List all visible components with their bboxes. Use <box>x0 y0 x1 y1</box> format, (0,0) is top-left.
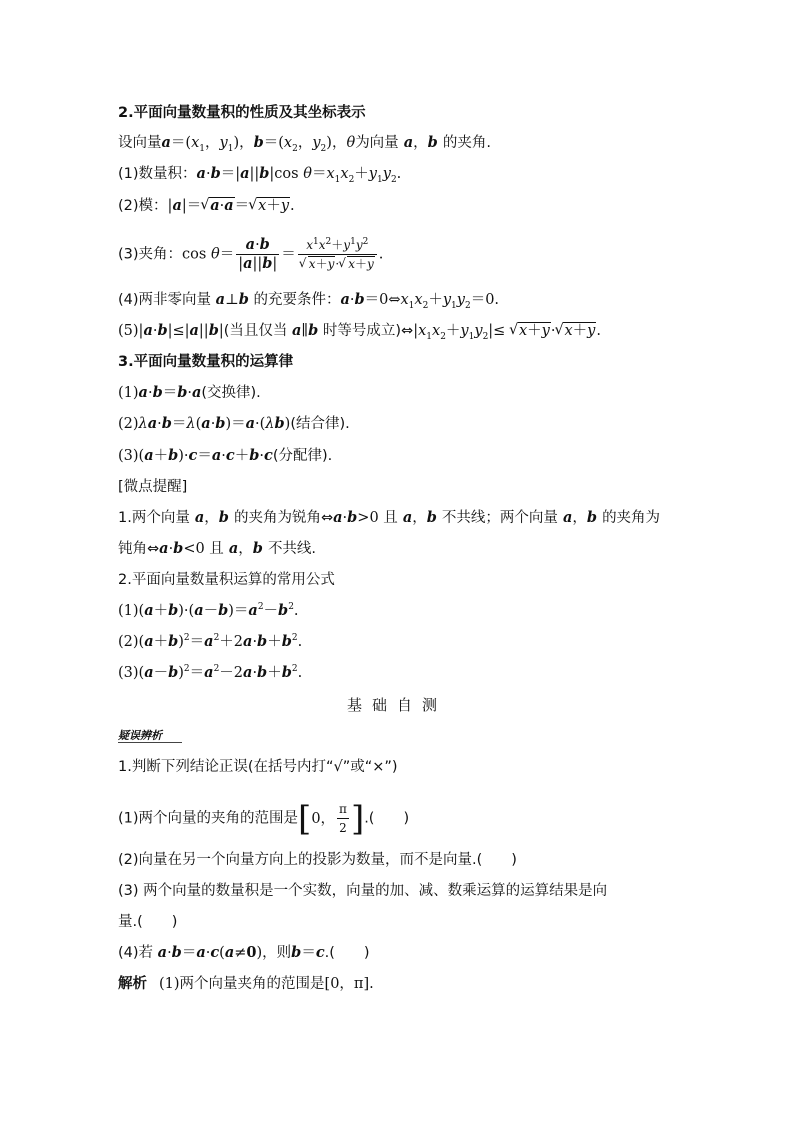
question-1-1: (1)两个向量的夹角的范围是[0， $\frac{\pi}{2}$ ].( ) <box>118 798 410 839</box>
formula-2: $(2)(a+b)^2=a^2+2a\cdot b+b^2$. <box>118 633 303 650</box>
error-analysis-tag: 疑误辨析 <box>118 729 162 742</box>
law-associative: (2)λa·b＝λ(a·b)＝a·(λb)(结合律). <box>118 415 350 432</box>
property-dot-product: (1)数量积：a·b＝|a||b|cos $\theta=x_1x_2+y_1y_2$. <box>118 165 402 185</box>
formula-3: $(3)(a-b)^2=a^2-2a\cdot b+b^2$. <box>118 664 303 681</box>
explanation-label: 解析 <box>118 976 147 992</box>
definition-line: 设向量$a=(x_1$，$y_1$)，$b=(x_2$，$y_2$)，θ为向量 a，b 的夹角. <box>118 134 491 154</box>
angle-fraction-2: $x^1x^2+y^1y^2$ √ x＋y·√ x＋y <box>298 236 377 273</box>
section-heading-2: 2.平面向量数量积的性质及其坐标表示 <box>118 105 366 121</box>
question-1-3-line-1: (3) 两个向量的数量积是一个实数，向量的加、减、数乘运算的运算结果是向 <box>118 883 608 899</box>
question-1: 1.判断下列结论正误(在括号内打“√”或“×”) <box>118 759 398 775</box>
property-angle: (3)夹角：cos θ＝ $\frac{a\cdot b}{|a||b|}$ ＝ $x^1x^2+y^1y^2$ √ x＋y·√ x＋y . <box>118 236 383 273</box>
property-perpendicular: (4)两非零向量 a⊥b 的充要条件：$a\cdot b=0\Leftrightarrow x_1x_2+y_1y_2=0$. <box>118 291 500 311</box>
law-distributive: (3)(a＋b)·c＝a·c＋b·c(分配律). <box>118 447 333 464</box>
tip-2-heading: 2.平面向量数量积运算的常用公式 <box>118 572 335 588</box>
tips-heading: [微点提醒] <box>118 479 188 495</box>
angle-fraction-1: $\frac{a\cdot b}{|a||b|}$ <box>238 236 278 272</box>
property-modulus: (2)模：|a|＝√ a·a＝√ x＋y. <box>118 196 295 216</box>
section-heading-3: 3.平面向量数量积的运算律 <box>118 354 294 370</box>
law-commutative: (1)a·b＝b·a(交换律). <box>118 384 261 401</box>
tag-underline <box>118 742 182 743</box>
property-inequality: (5)|a·b|≤|a||b|(当且仅当 a∥b 时等号成立)$\Leftrightarrow|x_1x_2+y_1y_2|\le$ √ x＋y·√ x＋y. <box>118 321 601 341</box>
explanation-text: (1)两个向量夹角的范围是[0，π]. <box>159 976 374 992</box>
section-title: 基础自测 <box>346 696 447 714</box>
answer-explanation <box>118 974 374 994</box>
question-1-3-line-2: 量.( ) <box>118 914 178 930</box>
tip-1-line-2: 钝角⇔a·b<0 且 a，b 不共线. <box>118 540 317 557</box>
formula-1: $(1)(a+b)\cdot(a-b)=a^2-b^2$. <box>118 602 299 619</box>
question-1-4: (4)若 a·b＝a·c(a≠0)，则b＝c.( ) <box>118 944 370 961</box>
question-1-2: (2)向量在另一个向量方向上的投影为数量，而不是向量.( ) <box>118 852 517 868</box>
tip-1-line-1: 1.两个向量 a，b 的夹角为锐角⇔a·b>0 且 a，b 不共线；两个向量 a，b 的夹角为 <box>118 509 661 526</box>
